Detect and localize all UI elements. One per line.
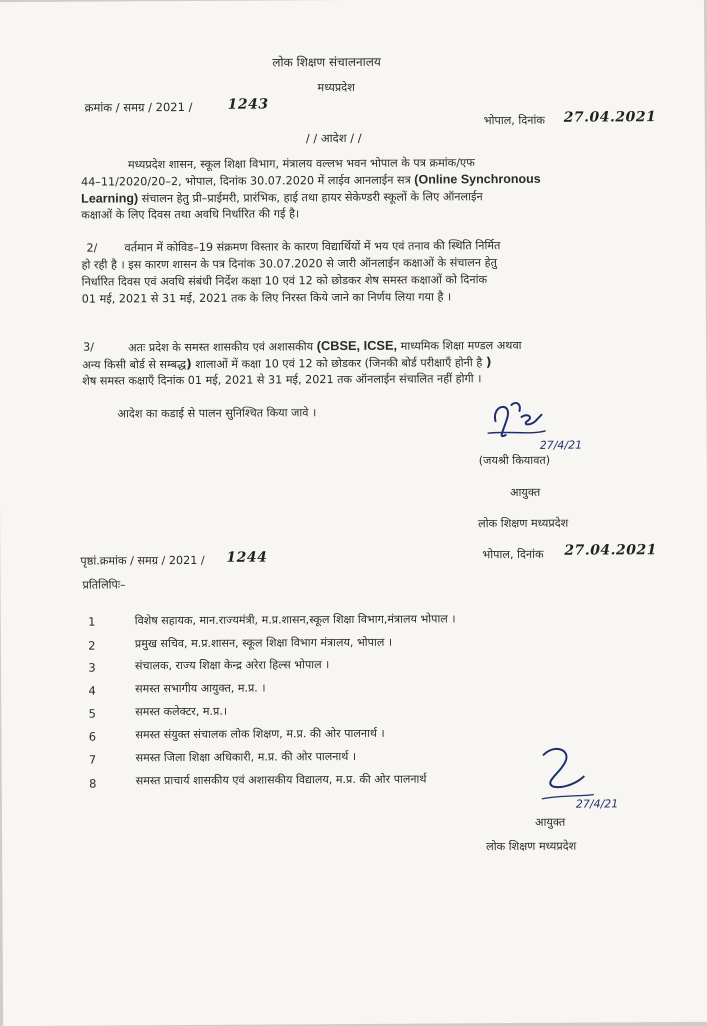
list-item-number: 2	[88, 638, 96, 653]
list-item-number: 5	[88, 706, 96, 721]
para3-line2-note: (जिनकी बोर्ड परीक्षाएँ होनी है	[364, 356, 483, 370]
compliance-line: आदेश का कडाई से पालन सुनिश्चित किया जावे ।	[117, 406, 317, 421]
commissioner-designation: आयुक्त	[509, 485, 541, 500]
para1-line4: कक्षाओं के लिए दिवस तथा अवधि निर्धारित की गई है।	[81, 207, 300, 222]
list-item-text: समस्त सभागीय आयुक्त, म.प्र. ।	[135, 681, 266, 696]
endorsement-ref-number: 1244	[226, 549, 268, 566]
para1-line3	[81, 189, 483, 206]
endorsement-office: लोक शिक्षण मध्यप्रदेश	[486, 839, 577, 854]
para3-line1	[128, 338, 522, 355]
para1-line1: मध्यप्रदेश शासन, स्कूल शिक्षा विभाग, मंत्रालय वल्लभ भवन भोपाल के पत्र क्रमांक/एफ	[127, 156, 475, 172]
order-ref-number: 1243	[227, 96, 269, 113]
endorsement-place-date-label: भोपाल, दिनांक	[482, 547, 544, 562]
commissioner-sign-date: 27/4/21	[539, 438, 583, 452]
para2-line2: हो रही है । इस कारण शासन के पत्र दिनांक 30.07.2020 से जारी ऑनलाईन कक्षाओं के संचालन हेतु	[81, 256, 497, 272]
para2-line1: वर्तमान में कोविड–19 संक्रमण विस्तार के कारण विद्यार्थियों में भय एवं तनाव की स्थिति निर्मित	[124, 239, 501, 255]
list-item-text: समस्त कलेक्टर, म.प्र.।	[135, 704, 228, 719]
para3-line2	[82, 355, 491, 373]
para1-line2	[81, 172, 541, 190]
para3-number: 3/	[83, 340, 94, 354]
para3-line2-mid: शालाओं में कक्षा 10 एवं 12 को छोडकर	[195, 356, 362, 371]
para3-bracket-close: )	[185, 355, 192, 371]
endorsement-sign-date: 27/4/21	[575, 797, 619, 811]
para3-line3: शेष समस्त कक्षाएँ दिनांक 01 मई, 2021 से 31 मई, 2021 तक ऑनलाईन संचालित नहीं होगी ।	[82, 372, 482, 388]
endorsement-designation: आयुक्त	[534, 815, 566, 829]
list-item-text: विशेष सहायक, मान.राज्यमंत्री, म.प्र.शासन,स्कूल शिक्षा विभाग,मंत्रालय भोपाल ।	[134, 612, 456, 628]
copy-to-label: प्रतिलिपिः–	[82, 578, 126, 592]
para1-english-term-end: Learning)	[81, 191, 139, 206]
order-date: 27.04.2021	[563, 109, 657, 126]
para3-line1-end: माध्यमिक शिक्षा मण्डल अथवा	[400, 338, 522, 353]
list-item-number: 6	[88, 729, 97, 744]
list-item-text: संचालक, राज्य शिक्षा केन्द्र अरेरा हिल्स भोपाल ।	[134, 658, 330, 673]
commissioner-name: (जयश्री कियावत)	[478, 453, 551, 468]
para3-line1-text: अतः प्रदेश के समस्त शासकीय एवं अशासकीय	[128, 340, 314, 355]
endorsement-date: 27.04.2021	[564, 542, 658, 559]
para3-bracket-close-2: )	[485, 354, 492, 370]
commissioner-office: लोक शिक्षण मध्यप्रदेश	[478, 516, 569, 531]
para2-line3: निर्धारित दिवस एवं अवधि संबंधी निर्देश कक्षा 10 एवं 12 को छोडकर शेष समस्त कक्षाओं को दिनांक	[81, 273, 488, 289]
list-item-text: प्रमुख सचिव, म.प्र.शासन, स्कूल शिक्षा विभाग मंत्रालय, भोपाल ।	[134, 635, 393, 651]
para1-english-term: (Online Synchronous	[414, 171, 541, 187]
list-item-number: 1	[88, 614, 96, 629]
para3-line2-text: अन्य किसी बोर्ड से सम्बद्ध	[82, 357, 187, 372]
list-item-number: 7	[88, 752, 97, 767]
list-item-text: समस्त प्राचार्य शासकीय एवं अशासकीय विद्यालय, म.प्र. की ओर पालनार्थ	[135, 772, 427, 788]
order-place-date-label: भोपाल, दिनांक	[483, 113, 545, 128]
para1-line3-text: संचालन हेतु प्री–प्राईमरी, प्रारंभिक, हाई तथा हायर सेकेण्डरी स्कूलों के लिए ऑनलाईन	[141, 190, 483, 206]
list-item-number: 4	[88, 683, 96, 698]
endorsement-ref-prefix: पृष्ठां.क्रमांक / समग्र / 2021 /	[80, 553, 205, 568]
para2-line4: 01 मई, 2021 से 31 मई, 2021 तक के लिए निरस्त किये जाने का निर्णय लिया गया है ।	[81, 290, 452, 306]
list-item-number: 3	[88, 660, 96, 675]
state-heading: मध्यप्रदेश	[317, 80, 355, 95]
list-item-text: समस्त जिला शिक्षा अधिकारी, म.प्र. की ओर पालनार्थ ।	[135, 749, 357, 765]
order-title: / / आदेश / /	[305, 130, 362, 146]
para1-line2-text: 44–11/2020/20–2, भोपाल, दिनांक 30.07.2020 में लाईव आनलाईन सत्र	[81, 173, 411, 189]
office-heading: लोक शिक्षण संचालनालय	[272, 54, 381, 70]
list-item-text: समस्त संयुक्त संचालक लोक शिक्षण, म.प्र. की ओर पालनार्थ ।	[135, 726, 385, 742]
para2-number: 2/	[86, 241, 98, 255]
para3-boards: (CBSE, ICSE,	[316, 337, 398, 354]
order-ref-prefix: क्रमांक / समग्र / 2021 /	[84, 99, 193, 115]
list-item-number: 8	[89, 776, 97, 791]
